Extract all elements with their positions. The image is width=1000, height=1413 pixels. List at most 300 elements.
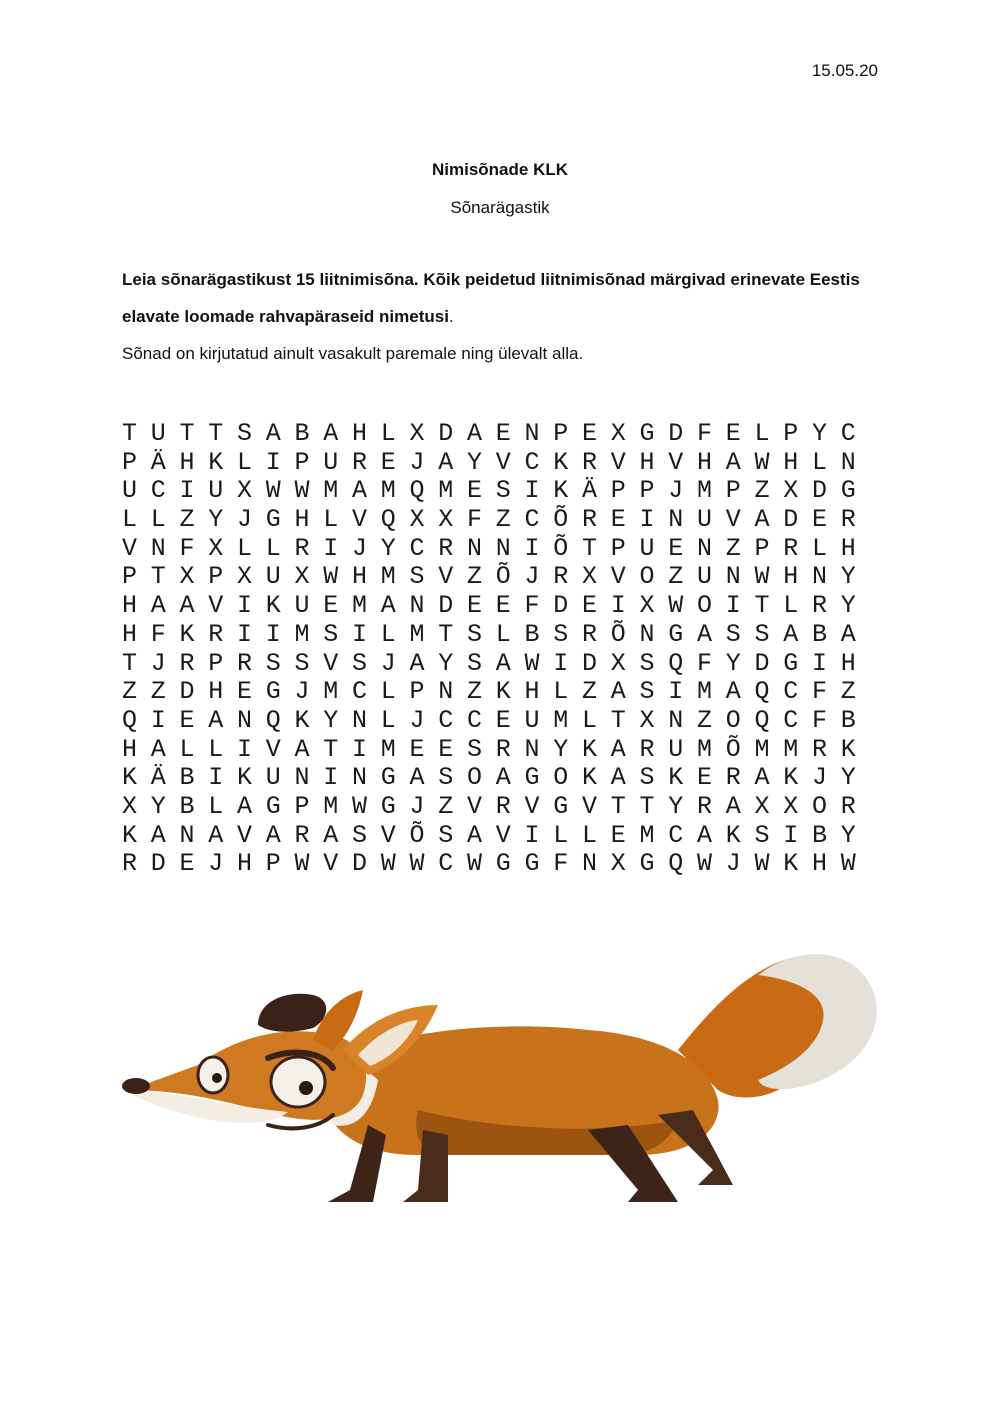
grid-cell: A	[495, 763, 511, 793]
grid-cell: Ä	[150, 447, 166, 477]
grid-cell: S	[467, 734, 483, 764]
grid-row	[122, 592, 870, 621]
grid-cell: W	[754, 562, 770, 592]
grid-cell: M	[639, 820, 655, 850]
grid-cell: Z	[668, 562, 684, 592]
grid-cell: M	[323, 791, 339, 821]
grid-cell: Z	[840, 677, 856, 707]
grid-cell: F	[553, 849, 569, 879]
grid-cell: L	[783, 591, 799, 621]
grid-cell: E	[467, 476, 483, 506]
grid-cell: V	[610, 447, 626, 477]
grid-cell: Y	[840, 591, 856, 621]
grid-row	[122, 477, 870, 506]
grid-cell: R	[495, 791, 511, 821]
grid-cell: A	[208, 705, 224, 735]
grid-cell: E	[725, 419, 741, 448]
grid-cell: T	[323, 734, 339, 764]
grid-cell: G	[639, 419, 655, 448]
grid-cell: B	[294, 419, 310, 448]
grid-cell: E	[610, 820, 626, 850]
grid-cell: U	[524, 705, 540, 735]
grid-cell: A	[265, 419, 281, 448]
grid-cell: Õ	[610, 619, 626, 649]
grid-cell: F	[524, 591, 540, 621]
grid-cell: Z	[150, 677, 166, 707]
grid-cell: X	[582, 562, 598, 592]
grid-cell: I	[524, 820, 540, 850]
grid-cell: M	[697, 734, 713, 764]
grid-cell: R	[697, 791, 713, 821]
grid-row	[122, 764, 870, 793]
grid-cell: E	[380, 447, 396, 477]
grid-cell: H	[812, 849, 828, 879]
grid-cell: Q	[265, 705, 281, 735]
grid-cell: Z	[179, 505, 195, 535]
grid-cell: K	[553, 476, 569, 506]
grid-cell: Z	[467, 562, 483, 592]
grid-cell: T	[582, 533, 598, 563]
grid-cell: D	[668, 419, 684, 448]
grid-cell: X	[438, 505, 454, 535]
grid-cell: A	[754, 505, 770, 535]
grid-cell: J	[725, 849, 741, 879]
grid-cell: R	[495, 734, 511, 764]
grid-cell: L	[208, 734, 224, 764]
grid-cell: U	[323, 447, 339, 477]
grid-cell: R	[352, 447, 368, 477]
grid-cell: C	[524, 505, 540, 535]
grid-cell: J	[409, 447, 425, 477]
grid-cell: K	[582, 763, 598, 793]
grid-cell: E	[467, 591, 483, 621]
grid-cell: Q	[122, 705, 138, 735]
grid-cell: H	[122, 591, 138, 621]
grid-cell: E	[610, 505, 626, 535]
grid-cell: A	[323, 820, 339, 850]
grid-cell: E	[179, 705, 195, 735]
grid-cell: A	[467, 419, 483, 448]
grid-cell: X	[237, 562, 253, 592]
grid-cell: Y	[150, 791, 166, 821]
grid-cell: T	[208, 419, 224, 448]
grid-cell: X	[639, 591, 655, 621]
grid-cell: C	[840, 419, 856, 448]
grid-cell: Y	[812, 419, 828, 448]
grid-cell: W	[697, 849, 713, 879]
grid-cell: W	[294, 849, 310, 879]
grid-cell: H	[294, 505, 310, 535]
grid-cell: K	[294, 705, 310, 735]
grid-cell: K	[122, 763, 138, 793]
grid-cell: M	[294, 619, 310, 649]
grid-cell: J	[294, 677, 310, 707]
grid-cell: A	[754, 763, 770, 793]
grid-cell: Õ	[553, 533, 569, 563]
grid-cell: A	[150, 820, 166, 850]
grid-cell: H	[783, 562, 799, 592]
grid-cell: L	[812, 447, 828, 477]
grid-cell: P	[208, 562, 224, 592]
grid-cell: F	[697, 648, 713, 678]
grid-cell: G	[265, 677, 281, 707]
grid-row	[122, 736, 870, 765]
grid-cell: R	[122, 849, 138, 879]
grid-cell: O	[725, 705, 741, 735]
grid-cell: Ä	[150, 763, 166, 793]
grid-cell: V	[582, 791, 598, 821]
grid-cell: W	[294, 476, 310, 506]
grid-cell: K	[582, 734, 598, 764]
grid-cell: B	[179, 791, 195, 821]
grid-cell: G	[639, 849, 655, 879]
grid-cell: C	[668, 820, 684, 850]
grid-cell: F	[179, 533, 195, 563]
grid-cell: D	[812, 476, 828, 506]
grid-cell: N	[697, 533, 713, 563]
grid-cell: Y	[467, 447, 483, 477]
grid-cell: V	[467, 791, 483, 821]
grid-cell: Õ	[553, 505, 569, 535]
grid-cell: I	[237, 619, 253, 649]
grid-cell: P	[783, 419, 799, 448]
grid-cell: G	[380, 763, 396, 793]
grid-cell: W	[380, 849, 396, 879]
grid-cell: Q	[409, 476, 425, 506]
grid-cell: X	[610, 419, 626, 448]
grid-cell: Y	[725, 648, 741, 678]
grid-cell: F	[697, 419, 713, 448]
grid-cell: I	[668, 677, 684, 707]
grid-cell: D	[553, 591, 569, 621]
grid-cell: J	[409, 791, 425, 821]
grid-cell: H	[639, 447, 655, 477]
fox-hair-tuft	[258, 994, 326, 1032]
grid-cell: A	[725, 791, 741, 821]
grid-cell: E	[179, 849, 195, 879]
grid-cell: N	[639, 619, 655, 649]
grid-cell: V	[265, 734, 281, 764]
grid-cell: S	[754, 820, 770, 850]
grid-cell: Ä	[582, 476, 598, 506]
grid-cell: J	[150, 648, 166, 678]
grid-cell: X	[208, 533, 224, 563]
grid-cell: P	[725, 476, 741, 506]
grid-cell: S	[409, 562, 425, 592]
grid-cell: E	[812, 505, 828, 535]
grid-cell: R	[582, 447, 598, 477]
grid-cell: M	[697, 677, 713, 707]
grid-cell: V	[237, 820, 253, 850]
grid-cell: V	[495, 447, 511, 477]
grid-cell: F	[812, 705, 828, 735]
fox-eye-right	[271, 1057, 325, 1107]
grid-cell: M	[553, 705, 569, 735]
grid-cell: H	[840, 533, 856, 563]
grid-cell: P	[553, 419, 569, 448]
grid-cell: C	[438, 849, 454, 879]
grid-cell: L	[495, 619, 511, 649]
grid-cell: D	[438, 591, 454, 621]
grid-cell: I	[323, 533, 339, 563]
grid-cell: M	[697, 476, 713, 506]
grid-cell: L	[380, 677, 396, 707]
grid-cell: I	[783, 820, 799, 850]
grid-cell: P	[639, 476, 655, 506]
grid-cell: M	[380, 562, 396, 592]
grid-cell: Y	[840, 763, 856, 793]
grid-cell: G	[265, 505, 281, 535]
grid-cell: I	[524, 476, 540, 506]
grid-cell: S	[352, 820, 368, 850]
grid-cell: W	[352, 791, 368, 821]
grid-cell: S	[323, 619, 339, 649]
grid-cell: O	[812, 791, 828, 821]
grid-cell: E	[668, 533, 684, 563]
grid-cell: P	[409, 677, 425, 707]
grid-cell: E	[495, 419, 511, 448]
grid-cell: T	[610, 705, 626, 735]
page-date: 15.05.20	[811, 61, 878, 80]
grid-cell: C	[783, 677, 799, 707]
grid-cell: N	[438, 677, 454, 707]
instruction-line-1: Leia sõnarägastikust 15 liitnimisõna. Kõik peidetud liitnimisõnad märgivad erinevate Eestis	[122, 270, 860, 289]
grid-cell: J	[668, 476, 684, 506]
grid-cell: X	[783, 476, 799, 506]
grid-cell: R	[438, 533, 454, 563]
grid-cell: A	[380, 591, 396, 621]
grid-cell: R	[237, 648, 253, 678]
grid-cell: I	[352, 619, 368, 649]
grid-cell: I	[179, 476, 195, 506]
grid-cell: Y	[668, 791, 684, 821]
grid-cell: S	[639, 648, 655, 678]
grid-cell: H	[208, 677, 224, 707]
grid-cell: A	[467, 820, 483, 850]
grid-cell: K	[208, 447, 224, 477]
grid-cell: J	[352, 533, 368, 563]
grid-cell: O	[697, 591, 713, 621]
word-search-grid	[122, 420, 870, 879]
grid-cell: K	[840, 734, 856, 764]
grid-cell: W	[754, 849, 770, 879]
grid-cell: R	[294, 820, 310, 850]
grid-cell: M	[409, 619, 425, 649]
grid-cell: A	[697, 619, 713, 649]
page-subtitle: Sõnarägastik	[450, 198, 550, 217]
grid-cell: H	[352, 562, 368, 592]
grid-cell: V	[495, 820, 511, 850]
grid-cell: L	[380, 619, 396, 649]
grid-row	[122, 822, 870, 851]
grid-cell: M	[323, 476, 339, 506]
grid-cell: T	[639, 791, 655, 821]
grid-row	[122, 449, 870, 478]
grid-cell: I	[610, 591, 626, 621]
grid-cell: U	[122, 476, 138, 506]
grid-cell: C	[438, 705, 454, 735]
grid-cell: M	[380, 734, 396, 764]
grid-cell: K	[237, 763, 253, 793]
grid-cell: E	[323, 591, 339, 621]
grid-cell: T	[754, 591, 770, 621]
grid-cell: D	[783, 505, 799, 535]
grid-cell: N	[237, 705, 253, 735]
grid-row	[122, 420, 870, 449]
grid-cell: Õ	[409, 820, 425, 850]
grid-cell: J	[380, 648, 396, 678]
grid-cell: W	[840, 849, 856, 879]
grid-cell: A	[150, 734, 166, 764]
grid-cell: F	[467, 505, 483, 535]
grid-cell: C	[150, 476, 166, 506]
grid-cell: G	[265, 791, 281, 821]
grid-cell: S	[237, 419, 253, 448]
grid-cell: R	[725, 763, 741, 793]
grid-cell: N	[179, 820, 195, 850]
grid-cell: S	[294, 648, 310, 678]
grid-cell: R	[582, 619, 598, 649]
grid-cell: N	[352, 705, 368, 735]
grid-cell: K	[265, 591, 281, 621]
grid-cell: E	[495, 705, 511, 735]
grid-cell: Y	[380, 533, 396, 563]
page-title: Nimisõnade KLK	[431, 160, 569, 179]
grid-cell: P	[610, 476, 626, 506]
grid-cell: H	[783, 447, 799, 477]
grid-cell: M	[380, 476, 396, 506]
grid-row	[122, 850, 870, 879]
grid-cell: P	[122, 447, 138, 477]
grid-cell: L	[553, 820, 569, 850]
grid-cell: V	[323, 648, 339, 678]
grid-cell: U	[639, 533, 655, 563]
grid-cell: U	[294, 591, 310, 621]
grid-cell: D	[179, 677, 195, 707]
grid-cell: G	[840, 476, 856, 506]
grid-cell: F	[150, 619, 166, 649]
grid-cell: K	[783, 849, 799, 879]
grid-cell: V	[668, 447, 684, 477]
grid-cell: A	[179, 591, 195, 621]
grid-cell: U	[265, 763, 281, 793]
grid-cell: V	[438, 562, 454, 592]
grid-cell: R	[812, 734, 828, 764]
grid-cell: X	[122, 791, 138, 821]
grid-cell: N	[725, 562, 741, 592]
grid-row	[122, 535, 870, 564]
grid-cell: S	[352, 648, 368, 678]
grid-cell: J	[409, 705, 425, 735]
grid-cell: A	[409, 763, 425, 793]
grid-cell: P	[122, 562, 138, 592]
grid-cell: Z	[725, 533, 741, 563]
grid-cell: L	[265, 533, 281, 563]
grid-cell: F	[812, 677, 828, 707]
grid-cell: W	[409, 849, 425, 879]
grid-cell: B	[524, 619, 540, 649]
grid-row	[122, 650, 870, 679]
grid-cell: S	[438, 820, 454, 850]
grid-cell: A	[352, 476, 368, 506]
grid-cell: H	[179, 447, 195, 477]
grid-cell: X	[409, 419, 425, 448]
grid-cell: I	[524, 533, 540, 563]
grid-cell: Z	[754, 476, 770, 506]
grid-cell: I	[725, 591, 741, 621]
grid-cell: G	[495, 849, 511, 879]
grid-cell: L	[237, 533, 253, 563]
grid-cell: R	[840, 505, 856, 535]
grid-cell: L	[380, 705, 396, 735]
grid-cell: U	[697, 562, 713, 592]
grid-cell: R	[208, 619, 224, 649]
grid-cell: G	[783, 648, 799, 678]
grid-cell: Z	[438, 791, 454, 821]
grid-cell: K	[783, 763, 799, 793]
grid-cell: H	[524, 677, 540, 707]
instruction-line-2-period: .	[448, 307, 454, 326]
grid-cell: Q	[380, 505, 396, 535]
grid-cell: G	[524, 849, 540, 879]
instruction-line-3: Sõnad on kirjutatud ainult vasakult paremale ning ülevalt alla.	[122, 344, 584, 363]
grid-cell: I	[208, 763, 224, 793]
grid-cell: N	[668, 705, 684, 735]
grid-cell: J	[524, 562, 540, 592]
grid-cell: Õ	[725, 734, 741, 764]
grid-cell: A	[409, 648, 425, 678]
grid-cell: B	[812, 619, 828, 649]
grid-cell: X	[409, 505, 425, 535]
grid-cell: Z	[467, 677, 483, 707]
grid-row	[122, 563, 870, 592]
instruction-line-2-text: elavate loomade rahvapäraseid nimetusi	[122, 307, 449, 326]
grid-cell: W	[524, 648, 540, 678]
grid-cell: C	[524, 447, 540, 477]
grid-cell: E	[582, 419, 598, 448]
grid-cell: L	[150, 505, 166, 535]
grid-cell: I	[237, 591, 253, 621]
grid-cell: W	[754, 447, 770, 477]
grid-cell: S	[467, 648, 483, 678]
grid-cell: A	[725, 447, 741, 477]
grid-cell: N	[840, 447, 856, 477]
grid-cell: N	[495, 533, 511, 563]
grid-cell: K	[725, 820, 741, 850]
grid-cell: E	[495, 591, 511, 621]
grid-cell: A	[610, 734, 626, 764]
grid-cell: L	[582, 705, 598, 735]
grid-row	[122, 707, 870, 736]
grid-cell: P	[754, 533, 770, 563]
grid-cell: S	[553, 619, 569, 649]
grid-cell: A	[438, 447, 454, 477]
grid-cell: E	[438, 734, 454, 764]
grid-cell: T	[438, 619, 454, 649]
grid-cell: V	[380, 820, 396, 850]
grid-cell: Y	[323, 705, 339, 735]
grid-row	[122, 678, 870, 707]
grid-cell: P	[294, 447, 310, 477]
grid-cell: I	[323, 763, 339, 793]
grid-cell: W	[668, 591, 684, 621]
grid-cell: O	[639, 562, 655, 592]
grid-cell: N	[352, 763, 368, 793]
grid-cell: R	[294, 533, 310, 563]
grid-cell: X	[610, 849, 626, 879]
grid-cell: I	[639, 505, 655, 535]
grid-row	[122, 793, 870, 822]
